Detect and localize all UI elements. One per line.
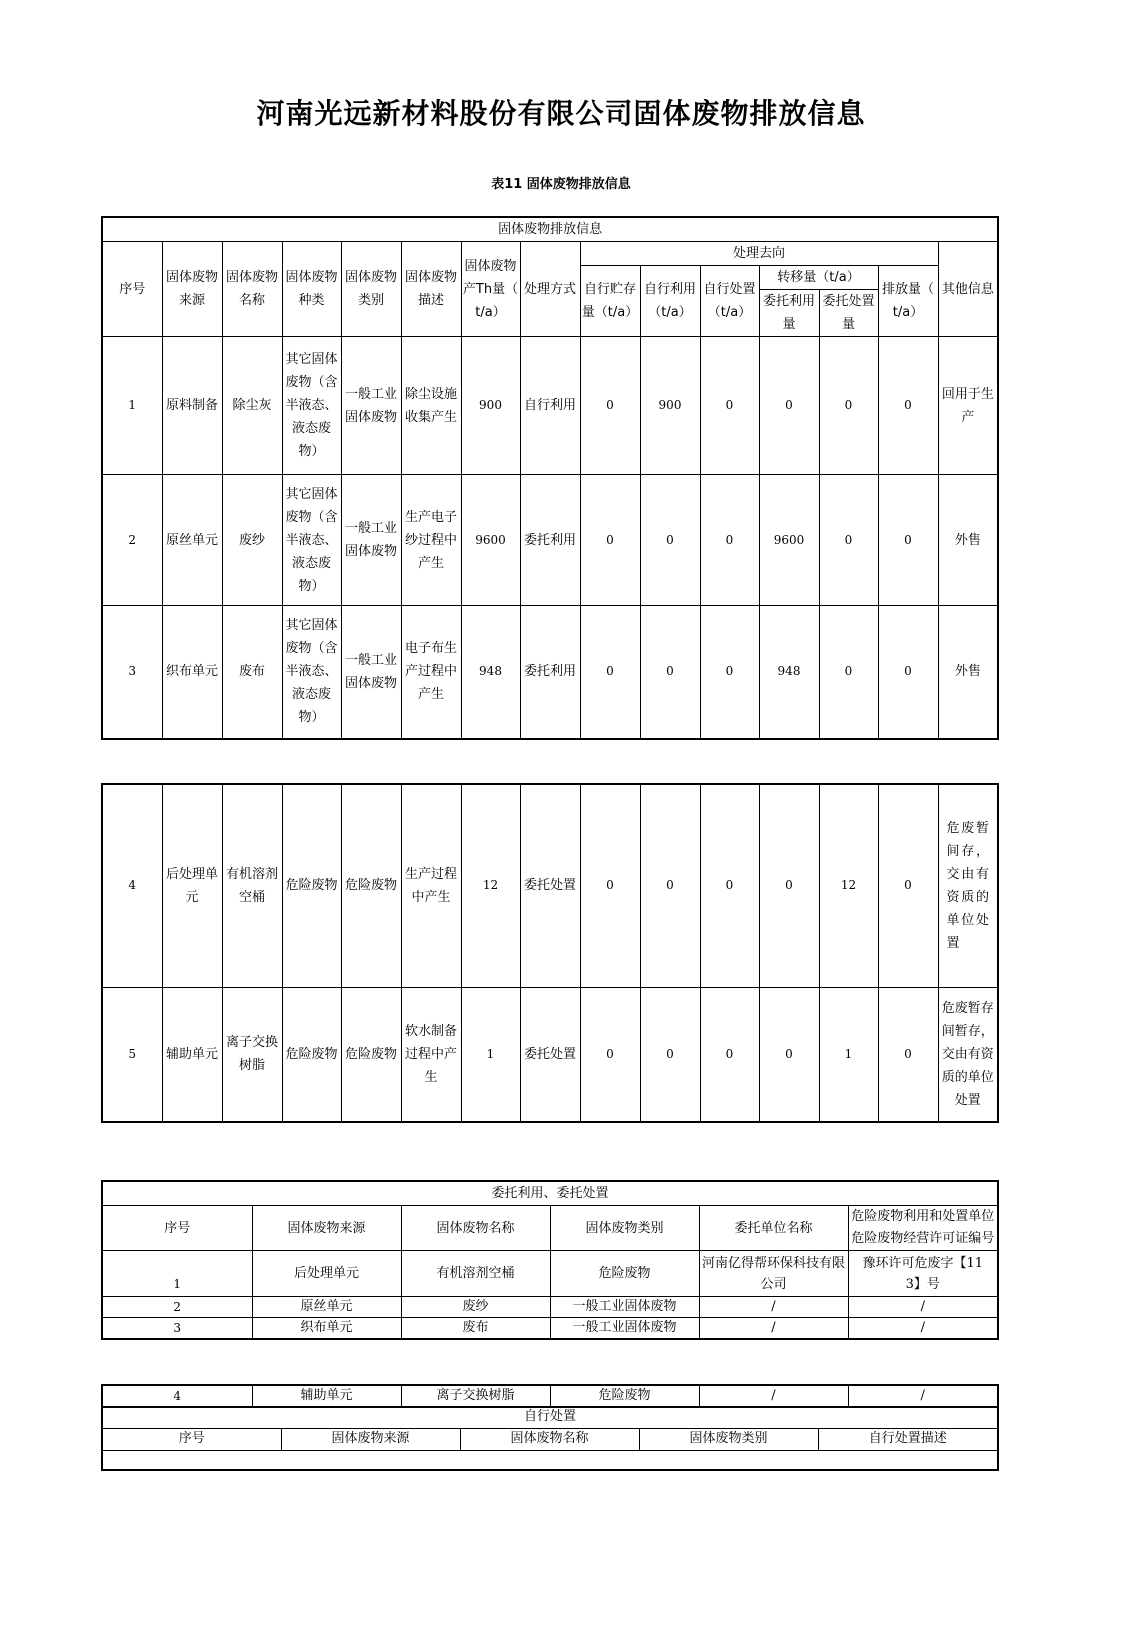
table-row: 3 织布单元 废布 一般工业固体废物 / /: [102, 1318, 998, 1340]
section-title-emission: 固体废物排放信息: [102, 217, 998, 242]
entrust-table: [101, 1180, 999, 1340]
self-header-desc: 自行处置描述: [818, 1428, 998, 1450]
self-empty-row: [102, 1450, 998, 1470]
header-output: 固体废物产Th量（ t/a）: [461, 242, 520, 337]
table-row: 4 辅助单元 离子交换树脂 危险废物 / /: [102, 1385, 998, 1407]
header-other: 其他信息: [938, 242, 998, 337]
entrust-header-license-line1: 危险废物利用和处置单位: [851, 1209, 995, 1224]
header-discharge: 排放量（ t/a）: [878, 266, 938, 337]
entrust-header-category: 固体废物类别: [550, 1206, 699, 1251]
header-self-use: 自行利用（t/a）: [640, 266, 700, 337]
entrust-header-license: [848, 1206, 998, 1251]
entrust-header-unit: 委托单位名称: [699, 1206, 848, 1251]
table-row: 1 后处理单元 有机溶剂空桶 危险废物 河南亿得帮环保科技有限公司 豫环许可危废字【113】号: [102, 1251, 998, 1297]
header-self-store: 自行贮存量（t/a）: [580, 266, 640, 337]
header-kind: 固体废物种类: [282, 242, 341, 337]
self-header-name: 固体废物名称: [460, 1428, 639, 1450]
emission-table-continued: [101, 783, 999, 1123]
self-header-seq: 序号: [102, 1428, 281, 1450]
header-name: 固体废物名称: [222, 242, 282, 337]
entrust-header-source: 固体废物来源: [252, 1206, 401, 1251]
table-row: 2 原丝单元 废纱 其它固体废物（含半液态、液态废物） 一般工业固体废物 生产电子纱过程中产生 9600 委托利用 0 0 0 9600 0 0 外售: [102, 475, 998, 606]
header-self-dispose: 自行处置（t/a）: [700, 266, 759, 337]
section-title-entrust: 委托利用、委托处置: [102, 1181, 998, 1206]
entrust-header-seq: 序号: [102, 1206, 252, 1251]
header-transfer: 转移量（t/a）: [759, 266, 878, 290]
table-row: 1 原料制备 除尘灰 其它固体废物（含半液态、液态废物） 一般工业固体废物 除尘设施收集产生 900 自行利用 0 900 0 0 0 0 回用于生产: [102, 337, 998, 475]
self-header-source: 固体废物来源: [281, 1428, 460, 1450]
table-row: 4 后处理单元 有机溶剂空桶 危险废物 危险废物 生产过程中产生 12 委托处置 0 0 0 0 12 0 危废暂间存，交由有资质的单位处置: [102, 784, 998, 987]
table-caption: 表11 固体废物排放信息: [491, 177, 631, 192]
page-title: 河南光远新材料股份有限公司固体废物排放信息: [256, 97, 866, 130]
header-seq: 序号: [102, 242, 162, 337]
header-entrust-dispose: 委托处置量: [819, 290, 878, 337]
table-row: 2 原丝单元 废纱 一般工业固体废物 / /: [102, 1297, 998, 1318]
entrust-header-license-line2: 危险废物经营许可证编号: [851, 1231, 995, 1246]
table-row: 3 织布单元 废布 其它固体废物（含半液态、液态废物） 一般工业固体废物 电子布生产过程中产生 948 委托利用 0 0 0 948 0 0 外售: [102, 606, 998, 739]
section-title-self: 自行处置: [102, 1406, 998, 1428]
self-header-category: 固体废物类别: [639, 1428, 818, 1450]
self-disposal-table: [101, 1406, 999, 1471]
header-destination: 处理去向: [580, 242, 938, 266]
header-category: 固体废物类别: [341, 242, 401, 337]
entrust-header-name: 固体废物名称: [401, 1206, 550, 1251]
header-source: 固体废物来源: [162, 242, 222, 337]
header-method: 处理方式: [520, 242, 580, 337]
header-entrust-use: 委托利用量: [759, 290, 819, 337]
entrust-table-continued: [101, 1384, 999, 1408]
table-row: 5 辅助单元 离子交换树脂 危险废物 危险废物 软水制备过程中产生 1 委托处置 0 0 0 0 1 0 危废暂存间暂存，交由有资质的单位处置: [102, 987, 998, 1122]
emission-table: [101, 216, 999, 740]
header-desc: 固体废物描述: [401, 242, 461, 337]
table-row: [102, 1450, 998, 1470]
